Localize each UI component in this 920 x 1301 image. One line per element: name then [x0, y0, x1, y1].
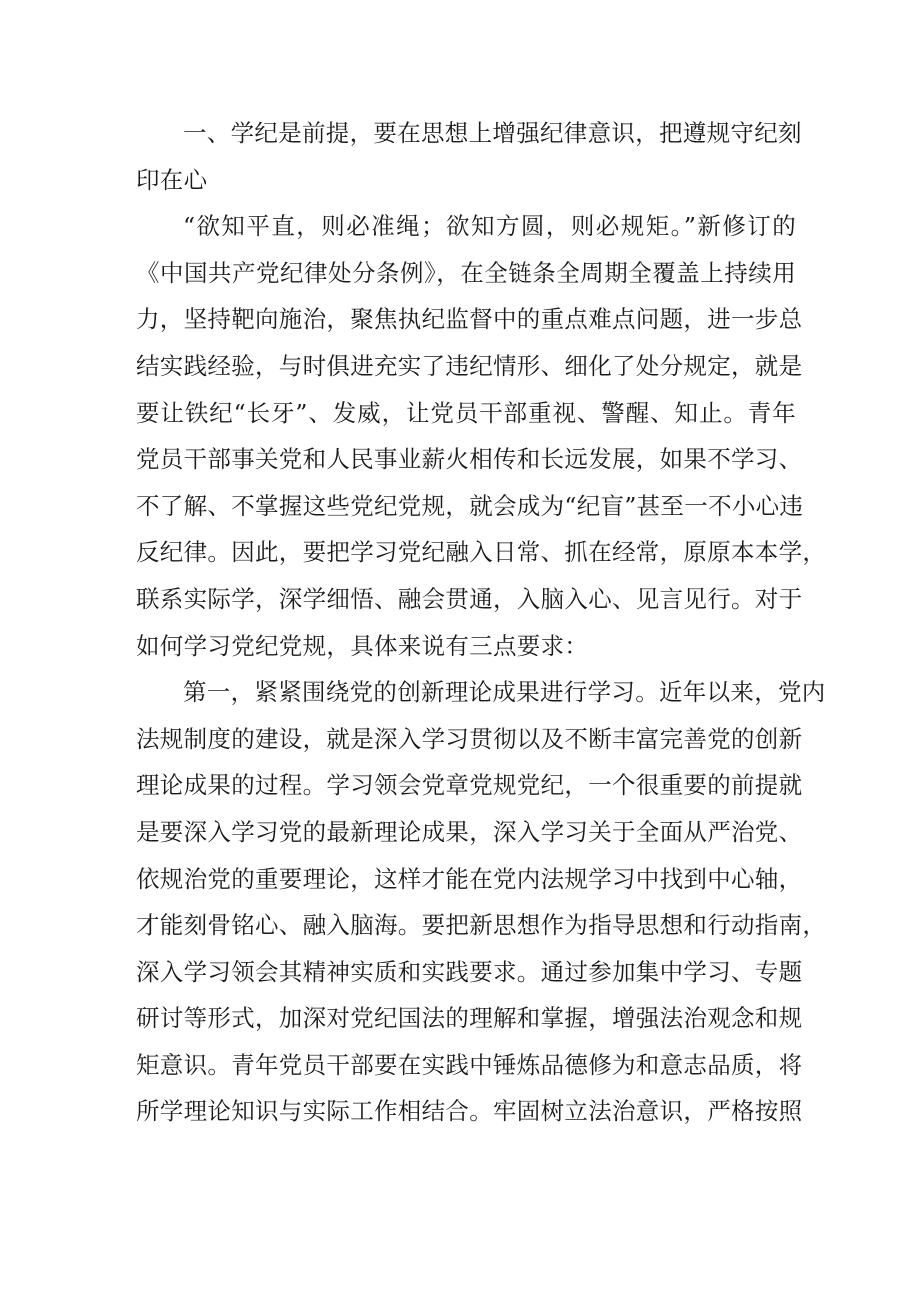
document-body [136, 110, 827, 1135]
paragraph-1-line-4: 结实践经验，与时俱进充实了违纪情形、细化了处分规定，就是 [136, 351, 803, 380]
paragraph-1-line-1: “欲知平直，则必准绳；欲知方圆，则必规矩。”新修订的 [183, 212, 796, 241]
paragraph-2-line-6: 才能刻骨铭心、融入脑海。要把新思想作为指导思想和行动指南， [136, 911, 827, 940]
paragraph-2-line-9: 矩意识。青年党员干部要在实践中锤炼品德修为和意志品质，将 [136, 1050, 803, 1079]
paragraph-1-line-7: 不了解、不掌握这些党纪党规，就会成为“纪盲”甚至一不小心违 [136, 491, 804, 520]
paragraph-2-line-2: 法规制度的建设，就是深入学习贯彻以及不断丰富完善党的创新 [136, 724, 803, 753]
paragraph-2-line-10: 所学理论知识与实际工作相结合。牢固树立法治意识，严格按照 [136, 1097, 803, 1126]
paragraph-1-line-9: 联系实际学，深学细悟、融会贯通，入脑入心、见言见行。对于 [136, 584, 803, 613]
paragraph-2-line-7: 深入学习领会其精神实质和实践要求。通过参加集中学习、专题 [136, 957, 803, 986]
paragraph-2-line-4: 是要深入学习党的最新理论成果，深入学习关于全面从严治党、 [136, 817, 803, 846]
paragraph-1-line-2: 《中国共产党纪律处分条例》，在全链条全周期全覆盖上持续用 [136, 258, 796, 287]
heading-line-2: 印在心 [136, 165, 208, 194]
paragraph-1-line-8: 反纪律。因此，要把学习党纪融入日常、抓在经常，原原本本学， [136, 538, 827, 567]
paragraph-1-line-5: 要让铁纪“长牙”、发威，让党员干部重视、警醒、知止。青年 [136, 398, 796, 427]
paragraph-1-line-10: 如何学习党纪党规，具体来说有三点要求： [136, 631, 589, 660]
paragraph-2-line-3: 理论成果的过程。学习领会党章党规党纪，一个很重要的前提就 [136, 771, 803, 800]
paragraph-1-line-3: 力，坚持靶向施治，聚焦执纪监督中的重点难点问题，进一步总 [136, 305, 803, 334]
paragraph-2-line-1: 第一，紧紧围绕党的创新理论成果进行学习。近年以来，党内 [183, 678, 826, 707]
heading-line-1: 一、学纪是前提，要在思想上增强纪律意识，把遵规守纪刻 [183, 119, 802, 147]
paragraph-1-line-6: 党员干部事关党和人民事业薪火相传和长远发展，如果不学习、 [136, 445, 803, 474]
paragraph-2-line-5: 依规治党的重要理论，这样才能在党内法规学习中找到中心轴， [136, 864, 803, 893]
paragraph-2-line-8: 研讨等形式，加深对党纪国法的理解和掌握，增强法治观念和规 [136, 1004, 803, 1033]
